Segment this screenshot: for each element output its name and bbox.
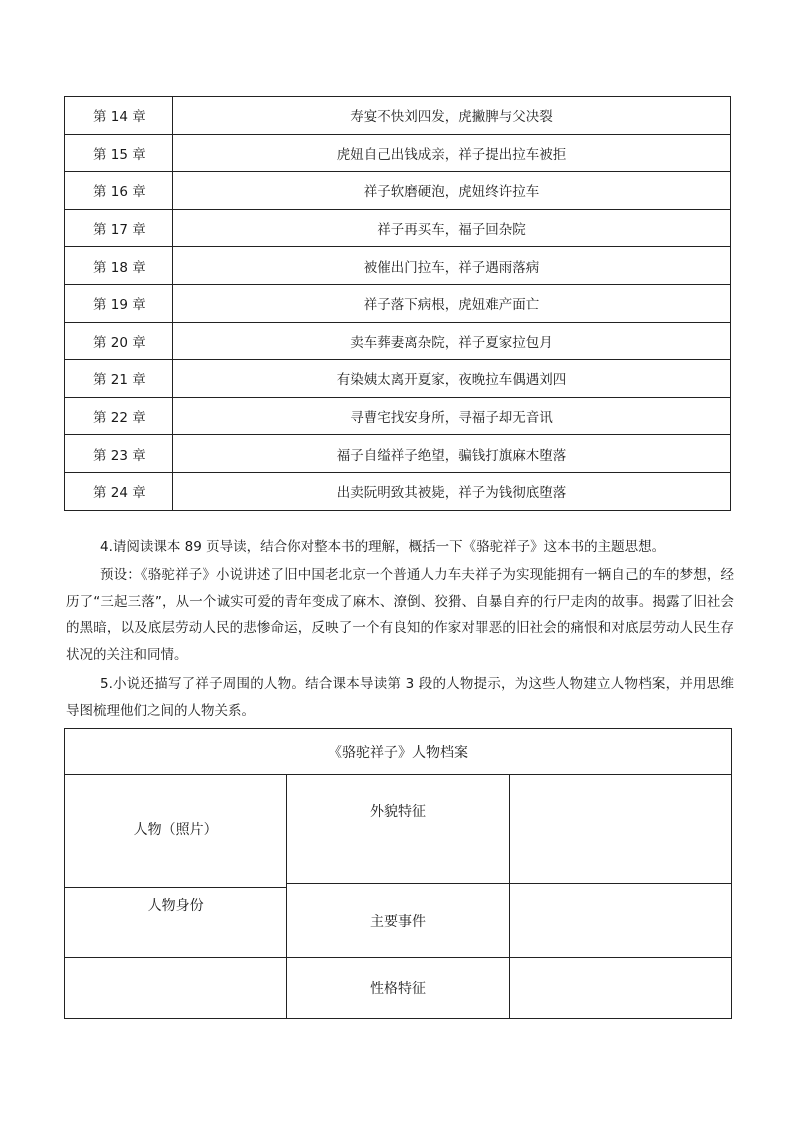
table-row — [65, 97, 731, 135]
events-field[interactable] — [509, 884, 731, 958]
chapter-summary-table — [64, 96, 731, 511]
personality-label: 性格特征 — [287, 958, 509, 1019]
chapter-cell: 第 18 章 — [65, 247, 173, 285]
summary-cell: 卖车葬妻离杂院，祥子夏家拉包月 — [173, 322, 731, 360]
chapter-cell: 第 24 章 — [65, 472, 173, 510]
appearance-label: 外貌特征 — [287, 775, 509, 884]
chapter-cell: 第 16 章 — [65, 172, 173, 210]
chapter-cell: 第 21 章 — [65, 360, 173, 398]
summary-cell: 祥子软磨硬泡，虎妞终许拉车 — [173, 172, 731, 210]
personality-field[interactable] — [509, 958, 731, 1019]
summary-cell: 祥子落下病根，虎妞难产面亡 — [173, 284, 731, 322]
question-4: 4.请阅读课本 89 页导读，结合你对整本书的理解，概括一下《骆驼祥子》这本书的主题思想。 — [100, 539, 666, 555]
table-row — [65, 209, 731, 247]
table-row — [65, 247, 731, 285]
table-row — [65, 360, 731, 398]
summary-cell: 祥子再买车，福子回杂院 — [173, 209, 731, 247]
chapter-cell: 第 22 章 — [65, 397, 173, 435]
identity-label: 人物身份 — [65, 887, 286, 930]
appearance-field[interactable] — [509, 775, 731, 884]
events-label: 主要事件 — [287, 884, 509, 958]
photo-label: 人物（照片） — [133, 822, 218, 838]
answer-4: 预设：《骆驼祥子》小说讲述了旧中国老北京一个普通人力车夫祥子为实现能拥有一辆自己的车的梦想，经历了“三起三落”，从一个诚实可爱的青年变成了麻木、潦倒、狡猾、自暴自弃的行尸走肉的故事。揭露了旧社会的黑暗，以及底层劳动人民的悲惨命运，反映了一个有良知的作家对罪恶的旧社会的痛恨和对底层劳动人民生存状况的关注和同情。 — [66, 567, 734, 663]
chapter-cell: 第 17 章 — [65, 209, 173, 247]
table-row — [65, 322, 731, 360]
summary-cell: 有染姨太离开夏家，夜晚拉车偶遇刘四 — [173, 360, 731, 398]
question-5: 5.小说还描写了祥子周围的人物。结合课本导读第 3 段的人物提示，为这些人物建立人物档案，并用思维导图梳理他们之间的人物关系。 — [66, 676, 734, 719]
table-row — [65, 435, 731, 473]
photo-identity-cell — [65, 775, 287, 958]
table-row — [65, 397, 731, 435]
character-profile-table — [64, 728, 732, 1019]
summary-cell: 被催出门拉车，祥子遇雨落病 — [173, 247, 731, 285]
table-row — [65, 472, 731, 510]
table-row — [65, 284, 731, 322]
table-row — [65, 172, 731, 210]
blank-cell[interactable] — [65, 958, 287, 1019]
summary-cell: 福子自缢祥子绝望，骗钱打旗麻木堕落 — [173, 435, 731, 473]
chapter-cell: 第 15 章 — [65, 134, 173, 172]
summary-cell: 寻曹宅找安身所，寻福子却无音讯 — [173, 397, 731, 435]
summary-cell: 虎妞自己出钱成亲，祥子提出拉车被拒 — [173, 134, 731, 172]
summary-cell: 出卖阮明致其被毙，祥子为钱彻底堕落 — [173, 472, 731, 510]
chapter-cell: 第 14 章 — [65, 97, 173, 135]
chapter-cell: 第 23 章 — [65, 435, 173, 473]
summary-cell: 寿宴不快刘四发，虎撇脾与父决裂 — [173, 97, 731, 135]
profile-title: 《骆驼祥子》人物档案 — [65, 729, 732, 775]
table-row — [65, 134, 731, 172]
chapter-cell: 第 20 章 — [65, 322, 173, 360]
chapter-cell: 第 19 章 — [65, 284, 173, 322]
